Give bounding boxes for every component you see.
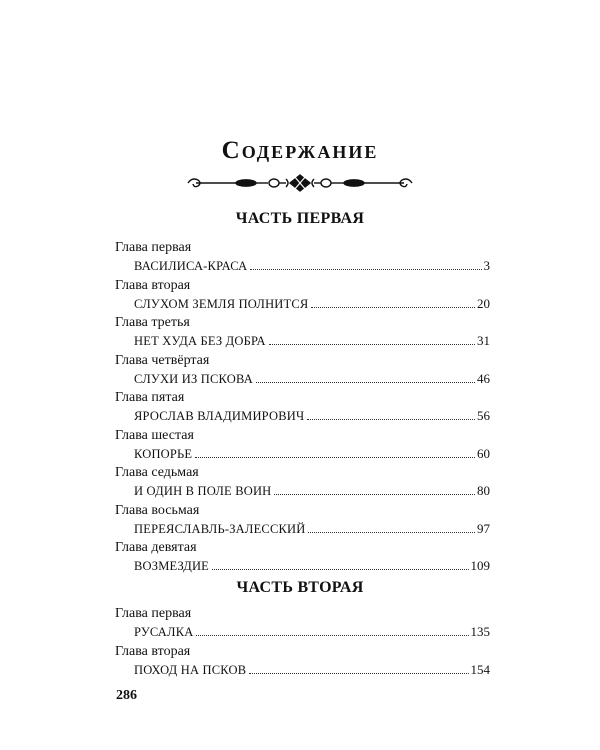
chapter-name: ЯРОСЛАВ ВЛАДИМИРОВИЧ: [134, 409, 305, 423]
chapter-label: Глава седьмая: [115, 465, 199, 480]
toc-entry[interactable]: [115, 389, 490, 427]
chapter-page: 56: [477, 408, 490, 423]
chapter-label: Глава пятая: [115, 390, 185, 405]
dot-leader: [196, 634, 468, 636]
chapter-page: 31: [477, 333, 490, 348]
toc-part-2: [115, 605, 490, 680]
chapter-label: Глава четвёртая: [115, 352, 210, 368]
chapter-page: 80: [477, 483, 490, 498]
chapter-label: Глава первая: [115, 606, 192, 621]
part-title: ЧАСТЬ ВТОРАЯ: [236, 579, 364, 596]
chapter-name: И ОДИН В ПОЛЕ ВОИН: [134, 484, 272, 498]
dot-leader: [212, 568, 468, 570]
chapter-page: 135: [470, 624, 490, 639]
toc-entry[interactable]: [115, 239, 490, 277]
chapter-page: 97: [477, 520, 490, 536]
toc-entry[interactable]: [115, 643, 490, 681]
chapter-label: Глава вторая: [115, 643, 191, 659]
chapter-page: 46: [477, 370, 490, 386]
dot-leader: [308, 531, 475, 533]
chapter-page: 154: [470, 661, 490, 677]
toc-entry[interactable]: [115, 502, 490, 540]
chapter-page: 20: [477, 295, 490, 311]
chapter-label: Глава девятая: [115, 540, 197, 555]
chapter-name: ВОЗМЕЗДИЕ: [134, 559, 210, 573]
chapter-name: СЛУХОМ ЗЕМЛЯ ПОЛНИТСЯ: [134, 296, 309, 311]
toc-entry[interactable]: [115, 539, 490, 577]
ornament-divider-icon: [186, 172, 414, 194]
chapter-name: ПОХОД НА ПСКОВ: [134, 662, 247, 677]
chapter-name: НЕТ ХУДА БЕЗ ДОБРА: [134, 334, 266, 348]
dot-leader: [250, 268, 481, 270]
chapter-name: КОПОРЬЕ: [134, 446, 193, 461]
toc-entry[interactable]: [115, 605, 490, 643]
dot-leader: [274, 493, 475, 495]
page-number: 286: [116, 688, 137, 703]
toc-entry[interactable]: [115, 277, 490, 315]
toc-entry[interactable]: [115, 352, 490, 390]
chapter-name: ВАСИЛИСА-КРАСА: [134, 259, 248, 273]
chapter-page: 60: [477, 445, 490, 461]
dot-leader: [307, 418, 475, 420]
dot-leader: [269, 343, 475, 345]
chapter-page: 3: [483, 258, 490, 273]
chapter-label: Глава первая: [115, 240, 192, 255]
toc-entry[interactable]: [115, 464, 490, 502]
page-title: Содержание: [221, 137, 379, 164]
chapter-label: Глава третья: [115, 315, 190, 330]
dot-leader: [256, 381, 475, 383]
chapter-label: Глава восьмая: [115, 502, 200, 518]
chapter-name: СЛУХИ ИЗ ПСКОВА: [134, 371, 253, 386]
dot-leader: [249, 672, 468, 674]
dot-leader: [195, 456, 475, 458]
dot-leader: [311, 306, 475, 308]
chapter-label: Глава вторая: [115, 277, 191, 293]
toc-entry[interactable]: [115, 314, 490, 352]
chapter-label: Глава шестая: [115, 427, 194, 443]
chapter-page: 109: [470, 558, 490, 573]
toc-entry[interactable]: [115, 427, 490, 465]
chapter-name: РУСАЛКА: [134, 625, 194, 639]
toc-part-1: [115, 239, 490, 577]
part-title: ЧАСТЬ ПЕРВАЯ: [235, 210, 365, 227]
chapter-name: ПЕРЕЯСЛАВЛЬ-ЗАЛЕССКИЙ: [134, 521, 306, 536]
